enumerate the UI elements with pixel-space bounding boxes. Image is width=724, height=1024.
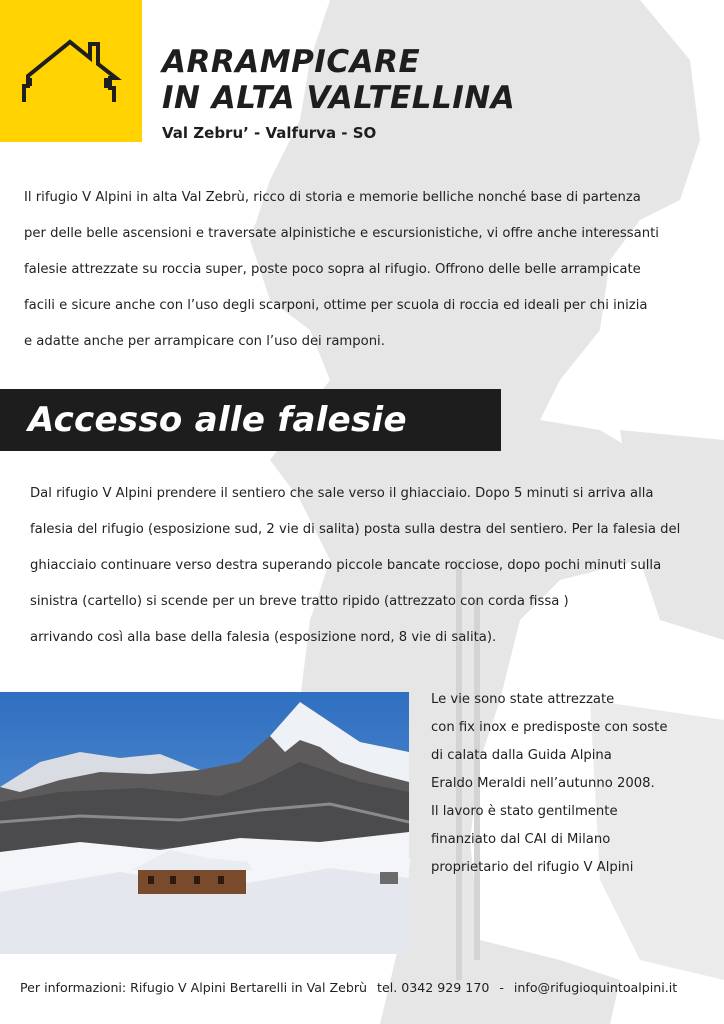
intro-line: Il rifugio V Alpini in alta Val Zebrù, ricco di storia e memorie belliche nonché base di partenza bbox=[24, 190, 641, 205]
intro-line: falesie attrezzate su roccia super, poste poco sopra al rifugio. Offrono delle belle arrampicate bbox=[24, 262, 641, 277]
intro-line: per delle belle ascensioni e traversate alpinistiche e escursionistiche, vi offre anche interessanti bbox=[24, 226, 659, 241]
footer-separator: - bbox=[499, 980, 504, 995]
footer-email-link[interactable]: info@rifugioquintoalpini.it bbox=[513, 980, 678, 995]
note-line: Eraldo Meraldi nell’autunno 2008. bbox=[431, 776, 655, 791]
note-line: di calata dalla Guida Alpina bbox=[431, 748, 612, 763]
title-line-1: ARRAMPICARE bbox=[162, 44, 421, 80]
equipping-note bbox=[431, 686, 711, 882]
intro-line: facili e sicure anche con l’uso degli scarponi, ottime per scuola di roccia ed ideali per chi inizia bbox=[24, 298, 648, 313]
footer-contact bbox=[20, 980, 683, 995]
intro-paragraph bbox=[24, 180, 694, 360]
section-heading-band bbox=[0, 389, 501, 451]
house-outline-icon bbox=[18, 36, 128, 108]
page-subtitle: Val Zebru’ - Valfurva - SO bbox=[162, 124, 377, 142]
note-line: Le vie sono state attrezzate bbox=[431, 692, 615, 707]
logo bbox=[0, 0, 142, 142]
access-line: falesia del rifugio (esposizione sud, 2 vie di salita) posta sulla destra del sentiero. Per la falesia del bbox=[30, 522, 681, 537]
intro-line: e adatte anche per arrampicare con l’uso dei ramponi. bbox=[24, 334, 385, 349]
note-line: finanziato dal CAI di Milano bbox=[431, 832, 611, 847]
access-line: ghiacciaio continuare verso destra superando piccole bancate rocciose, dopo pochi minuti sulla bbox=[30, 558, 662, 573]
footer-phone: tel. 0342 929 170 bbox=[377, 980, 490, 995]
access-line: sinistra (cartello) si scende per un breve tratto ripido (attrezzato con corda fissa ) bbox=[30, 594, 569, 609]
footer-info: Per informazioni: Rifugio V Alpini Bertarelli in Val Zebrù bbox=[20, 980, 367, 995]
note-line: Il lavoro è stato gentilmente bbox=[431, 804, 618, 819]
page-title bbox=[162, 44, 515, 116]
section-heading: Accesso alle falesie bbox=[28, 400, 407, 440]
access-line: arrivando così alla base della falesia (esposizione nord, 8 vie di salita). bbox=[30, 630, 497, 645]
mountain-hut-photo bbox=[0, 692, 409, 954]
access-line: Dal rifugio V Alpini prendere il sentiero che sale verso il ghiacciaio. Dopo 5 minuti si arriva alla bbox=[30, 486, 654, 501]
note-line: proprietario del rifugio V Alpini bbox=[431, 860, 634, 875]
access-paragraph bbox=[30, 476, 706, 656]
title-line-2: IN ALTA VALTELLINA bbox=[162, 80, 516, 116]
note-line: con fix inox e predisposte con soste bbox=[431, 720, 668, 735]
